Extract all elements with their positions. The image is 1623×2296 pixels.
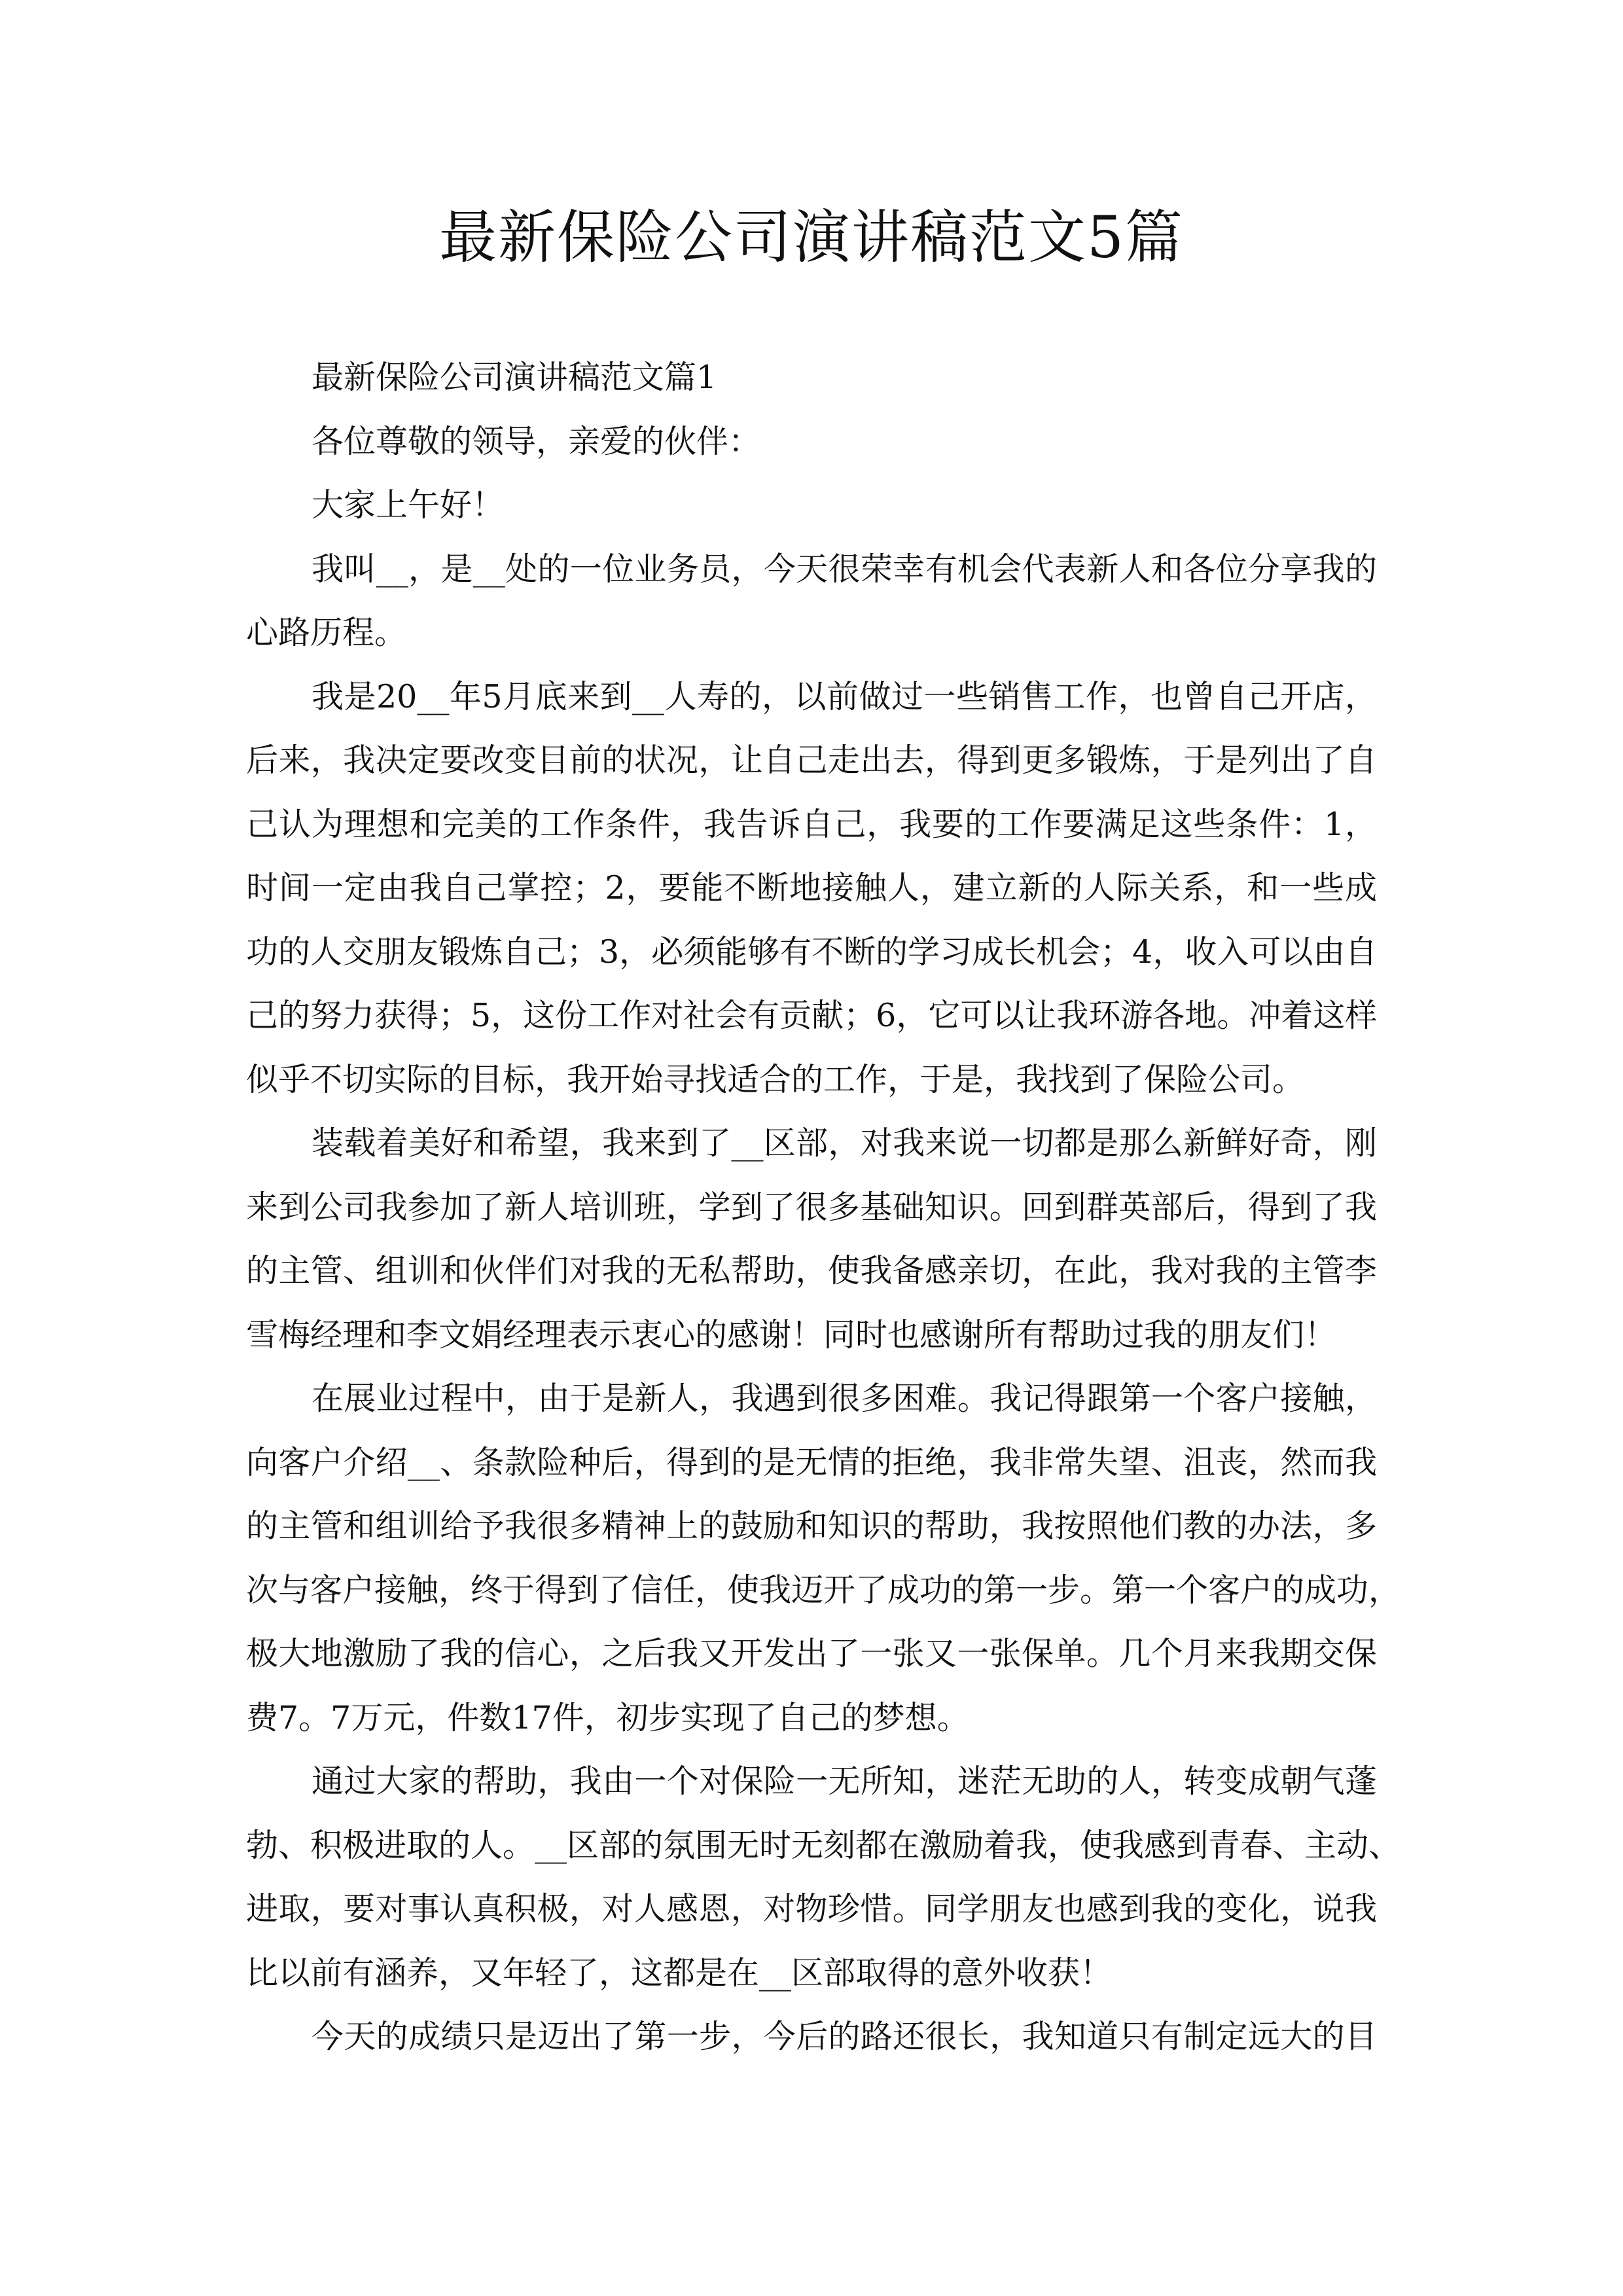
text-line: 心路历程。	[246, 614, 407, 651]
text-line: 在展业过程中，由于是新人，我遇到很多困难。我记得跟第一个客户接触，	[312, 1380, 1377, 1417]
text-line: 似乎不切实际的目标，我开始寻找适合的工作，于是，我找到了保险公司。	[246, 1060, 1305, 1098]
text-line: 勃、积极进取的人。__区部的氛围无时无刻都在激励着我，使我感到青春、主动、	[246, 1826, 1401, 1864]
text-line: 最新保险公司演讲稿范文篇1	[312, 359, 717, 396]
text-line: 进取，要对事认真积极，对人感恩，对物珍惜。同学朋友也感到我的变化，说我	[246, 1890, 1377, 1928]
text-line: 大家上午好！	[312, 486, 505, 524]
text-line: 功的人交朋友锻炼自己；3，必须能够有不断的学习成长机会；4，收入可以由自	[246, 933, 1378, 971]
text-line: 通过大家的帮助，我由一个对保险一无所知，迷茫无助的人，转变成朝气蓬	[312, 1763, 1377, 1800]
text-line: 的主管、组训和伙伴们对我的无私帮助，使我备感亲切，在此，我对我的主管李	[246, 1252, 1377, 1289]
text-line: 己的努力获得；5，这份工作对社会有贡献；6，它可以让我环游各地。冲着这样	[246, 997, 1378, 1034]
text-line: 雪梅经理和李文娟经理表示衷心的感谢！同时也感谢所有帮助过我的朋友们！	[246, 1316, 1337, 1354]
text-line: 各位尊敬的领导，亲爱的伙伴：	[312, 422, 761, 460]
text-line: 的主管和组训给予我很多精神上的鼓励和知识的帮助，我按照他们教的办法，多	[246, 1507, 1377, 1545]
text-line: 极大地激励了我的信心，之后我又开发出了一张又一张保单。几个月来我期交保	[246, 1635, 1377, 1672]
text-line: 装载着美好和希望，我来到了__区部，对我来说一切都是那么新鲜好奇，刚	[312, 1124, 1377, 1162]
document-body	[246, 346, 1401, 2069]
text-line: 我叫__，是__处的一位业务员，今天很荣幸有机会代表新人和各位分享我的	[312, 550, 1377, 588]
text-line: 己认为理想和完美的工作条件，我告诉自己，我要的工作要满足这些条件：1，	[246, 805, 1377, 843]
text-line: 费7。7万元，件数17件，初步实现了自己的梦想。	[246, 1698, 969, 1736]
text-line: 我是20__年5月底来到__人寿的，以前做过一些销售工作，也曾自己开店，	[312, 677, 1377, 715]
text-line: 后来，我决定要改变目前的状况，让自己走出去，得到更多锻炼，于是列出了自	[246, 742, 1377, 779]
text-line: 次与客户接触，终于得到了信任，使我迈开了成功的第一步。第一个客户的成功，	[246, 1571, 1401, 1609]
text-line: 来到公司我参加了新人培训班，学到了很多基础知识。回到群英部后，得到了我	[246, 1188, 1377, 1226]
text-line: 时间一定由我自己掌控；2，要能不断地接触人，建立新的人际关系，和一些成	[246, 869, 1377, 906]
text-line: 比以前有涵养，又年轻了，这都是在__区部取得的意外收获！	[246, 1954, 1113, 1992]
text-line: 向客户介绍__、条款险种后，得到的是无情的拒绝，我非常失望、沮丧，然而我	[246, 1443, 1377, 1481]
text-line: 今天的成绩只是迈出了第一步，今后的路还很长，我知道只有制定远大的目	[312, 2018, 1377, 2055]
document-title: 最新保险公司演讲稿范文5篇	[439, 204, 1184, 271]
